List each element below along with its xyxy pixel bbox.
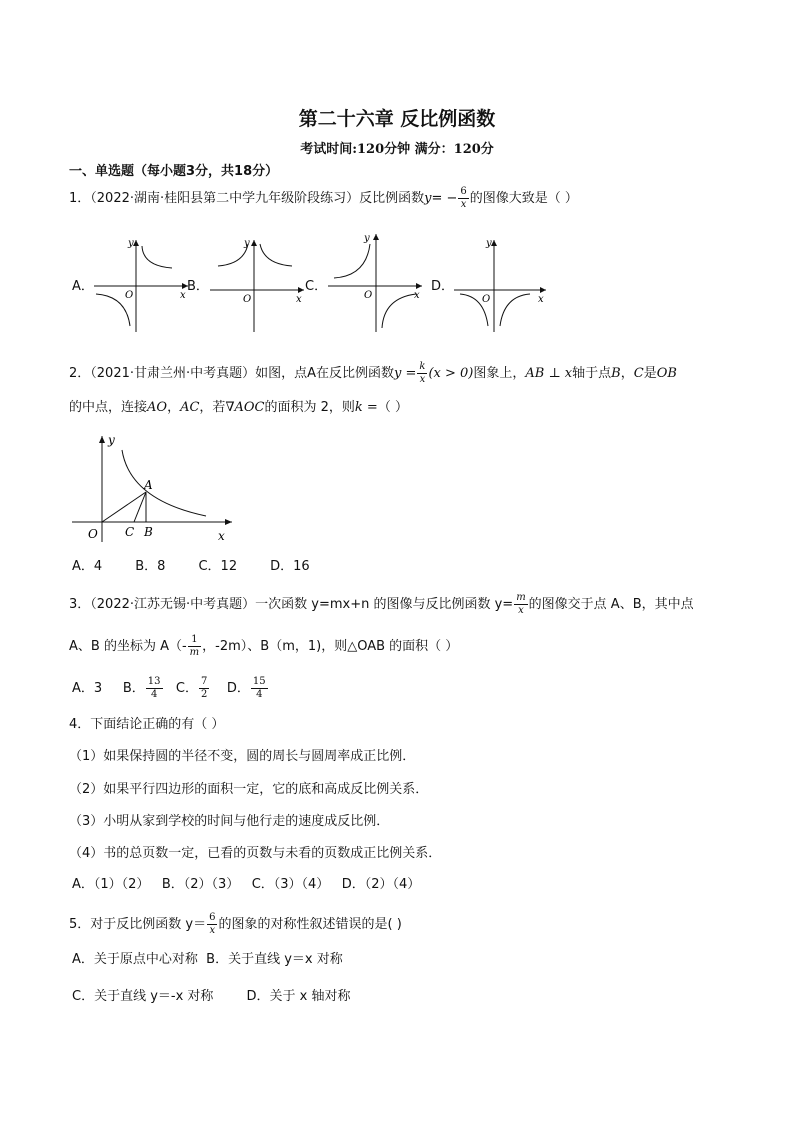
q1c-x-label: x <box>414 290 420 301</box>
q2-line2-b: ，若 <box>199 400 226 415</box>
question-2-stem-line1 <box>69 361 677 386</box>
q2-line2-c: 的面积为 2，则 <box>264 400 355 415</box>
q2-line2-d: （ ） <box>377 400 408 415</box>
q1a-x-label: x <box>180 290 186 301</box>
q3-d-den: 4 <box>256 689 263 700</box>
q2-options: A．4 B．8 C．12 D．16 <box>72 559 310 574</box>
q5-suffix: 的图象的对称性叙述错误的是( ) <box>218 917 402 932</box>
q2-prefix: 2．（2021·甘肃兰州·中考真题）如图，点A在反比例函数 <box>69 366 395 381</box>
q1-option-c-label: C． <box>305 279 328 294</box>
q4-statement-4: （4）书的总页数一定，已看的页数与未看的页数成正比例关系． <box>69 846 442 861</box>
q1-option-b-label: B． <box>187 279 209 294</box>
q3-option-d-frac <box>251 676 268 701</box>
q5-options-cd: C．关于直线 y＝-x 对称 D．关于 x 轴对称 <box>72 989 351 1004</box>
q3-option-a: A．3 <box>72 681 103 696</box>
q3-line1-b: 的图像交于点 A、B，其中点 <box>528 597 694 612</box>
q3-option-b-frac <box>146 676 163 701</box>
question-3-stem-line2 <box>69 634 458 659</box>
q1c-y-label: y <box>364 233 370 244</box>
q1-option-a-label: A． <box>72 279 94 294</box>
q3-frac2-den: m <box>189 647 200 658</box>
q2fig-c-label: C <box>125 525 135 539</box>
q4-options: A．（1）（2） B．（2）（3） C．（3）（4） D．（2）（4） <box>72 877 421 892</box>
q2-condition: (x > 0) <box>428 366 474 381</box>
q2-b: B <box>611 366 621 381</box>
q2-frac-den: x <box>419 374 426 385</box>
q2-ao: AO <box>147 400 168 415</box>
q1b-x-label: x <box>296 294 302 305</box>
q1-suffix: 的图像大致是（ ） <box>469 191 578 206</box>
q2-comma: ， <box>620 366 634 381</box>
q3-c-den: 2 <box>200 689 208 700</box>
q3-frac2-num: 1 <box>188 634 201 647</box>
q1-fraction <box>458 186 468 211</box>
question-4-stem: 4．下面结论正确的有（ ） <box>69 717 225 732</box>
q1-frac-den: x <box>460 199 467 210</box>
q2-fraction <box>417 361 427 386</box>
q4-statement-2: （2）如果平行四边形的面积一定，它的底和高成反比例关系． <box>69 782 429 797</box>
q1-func-y: y <box>424 191 432 206</box>
q2fig-b-label: B <box>144 525 153 539</box>
q2-ac: AC <box>180 400 200 415</box>
question-1-stem <box>69 186 578 211</box>
q3-fraction-2 <box>188 634 201 659</box>
q1-graph-d <box>452 232 552 334</box>
q3-option-c-frac <box>199 676 209 701</box>
q2-k: k = <box>354 400 378 415</box>
q2fig-a-label: A <box>144 478 153 492</box>
q3-line2-b: ，-2m）、B（m，1)，则△OAB 的面积（ ） <box>202 639 459 654</box>
q1-option-d-label: D． <box>431 279 455 294</box>
q4-statement-3: （3）小明从家到学校的时间与他行走的速度成反比例． <box>69 814 390 829</box>
q1a-origin-label: O <box>125 290 134 301</box>
q3-option-d: D． <box>226 681 250 696</box>
q2-sep: ， <box>167 400 181 415</box>
q1-eq: = − <box>431 191 458 206</box>
q1b-y-label: y <box>244 238 250 249</box>
q2-frac-num: k <box>419 361 426 372</box>
q3-options <box>72 676 269 701</box>
q1d-x-label: x <box>538 294 544 305</box>
q4-statement-1: （1）如果保持圆的半径不变，圆的周长与圆周率成正比例． <box>69 749 416 764</box>
q3-c-num: 7 <box>200 676 208 687</box>
q5-frac-den: x <box>209 925 216 936</box>
q2-figure <box>68 430 238 544</box>
q3-option-c: C． <box>175 681 198 696</box>
q1-graph-c <box>326 228 426 334</box>
q1a-y-label: y <box>128 238 134 249</box>
q1-frac-num: 6 <box>460 186 467 197</box>
q3-frac-den: x <box>518 605 524 616</box>
q2-ab: AB ⊥ x <box>525 366 573 381</box>
q3-b-den: 4 <box>150 689 158 700</box>
q1-graph-a <box>92 232 192 334</box>
q5-frac-num: 6 <box>209 912 216 923</box>
q5-fraction <box>207 912 217 937</box>
q3-line2-a: A、B 的坐标为 A（- <box>69 639 187 654</box>
q2fig-y-label: y <box>108 433 115 447</box>
q2-triangle: ∇AOC <box>225 400 265 415</box>
q1-prefix: 1．（2022·湖南·桂阳县第二中学九年级阶段练习）反比例函数 <box>69 191 425 206</box>
question-3-stem-line1 <box>69 592 694 617</box>
q2fig-o-label: O <box>88 527 98 541</box>
q2-func: y = <box>394 366 417 381</box>
q5-options-ab: A．关于原点中心对称 B．关于直线 y＝x 对称 <box>72 952 343 967</box>
q2-mid: 图象上， <box>473 366 526 381</box>
q1b-origin-label: O <box>243 294 252 305</box>
q2-line2-a: 的中点，连接 <box>69 400 148 415</box>
exam-info: 考试时间:120分钟 满分：120分 <box>300 142 494 157</box>
q1c-origin-label: O <box>364 290 373 301</box>
q3-b-num: 13 <box>147 676 161 687</box>
q3-frac-num: m <box>516 592 526 603</box>
q2-ob: OB <box>656 366 677 381</box>
q2fig-x-label: x <box>218 529 225 543</box>
q3-d-num: 15 <box>252 676 266 687</box>
question-2-stem-line2 <box>69 399 408 417</box>
q3-line1-a: 3．（2022·江苏无锡·中考真题）一次函数 y=mx+n 的图像与反比例函数 y= <box>69 597 514 612</box>
q2-mid3: 是 <box>643 366 657 381</box>
q3-option-b: B． <box>122 681 145 696</box>
q2-mid2: 轴于点 <box>572 366 612 381</box>
q2-c: C <box>633 366 644 381</box>
q1d-origin-label: O <box>482 294 491 305</box>
q1-graph-b <box>208 232 308 334</box>
q5-prefix: 5．对于反比例函数 y＝ <box>69 917 207 932</box>
section-heading: 一、单选题（每小题3分，共18分） <box>69 164 279 179</box>
q1d-y-label: y <box>486 238 492 249</box>
question-5-stem <box>69 912 402 937</box>
q3-fraction <box>514 592 527 617</box>
page-title: 第二十六章 反比例函数 <box>298 108 496 130</box>
